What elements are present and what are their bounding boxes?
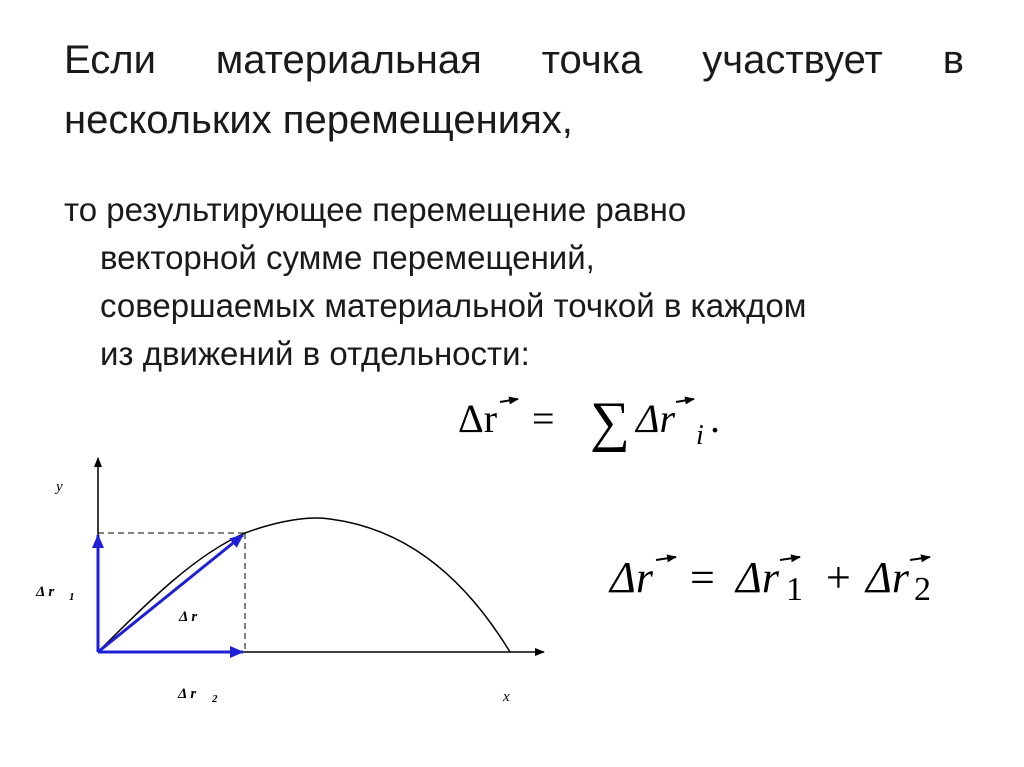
body-line-1: то результирующее перемещение равно xyxy=(64,191,687,228)
formula1-subscript: i xyxy=(696,420,704,451)
vector-arrow-icon xyxy=(656,557,676,560)
formula2-term1: Δr xyxy=(736,553,779,602)
formula-sum-of-displacements xyxy=(458,391,720,453)
dr1-subscript: 1 xyxy=(69,591,75,603)
dr-label: Δ r xyxy=(179,609,198,625)
dr2-label-group xyxy=(177,686,218,705)
heading-word: точка xyxy=(541,38,643,82)
vector-arrow-icon xyxy=(500,399,518,402)
heading-word: материальная xyxy=(215,38,482,82)
heading-word: в xyxy=(942,38,964,82)
formula2-term2: Δr xyxy=(866,553,909,602)
formula1-lhs: Δr xyxy=(458,396,498,441)
body-line-3: совершаемых материальной точкой в каждом xyxy=(100,287,807,324)
vector-arrow-icon xyxy=(780,557,800,560)
vector-arrow-icon xyxy=(676,399,694,402)
body-line-4: из движений в отдельности: xyxy=(100,335,530,372)
formula-vector-sum xyxy=(608,553,931,608)
formula2-plus: + xyxy=(826,553,851,602)
formula2-sub2: 2 xyxy=(914,571,931,608)
dr1-label-group xyxy=(35,584,75,603)
formula1-rhs: Δr xyxy=(636,396,676,441)
vector-dr xyxy=(98,535,243,652)
heading-word: участвует xyxy=(702,38,883,82)
formula2-equals: = xyxy=(690,553,715,602)
dr1-label: Δ r xyxy=(36,584,55,600)
formula1-dot: . xyxy=(710,396,720,441)
trajectory-curve xyxy=(98,518,510,652)
formula2-sub1: 1 xyxy=(786,571,803,608)
vector-arrow-icon xyxy=(910,557,930,560)
sum-symbol-icon: ∑ xyxy=(590,391,630,453)
formula2-lhs: Δr xyxy=(610,553,653,602)
trajectory-diagram xyxy=(35,458,544,705)
y-axis-label: y xyxy=(56,479,63,495)
dr-label-group xyxy=(178,609,197,625)
dr2-label: Δ r xyxy=(178,686,197,702)
body-line-2: векторной сумме перемещений, xyxy=(100,239,595,276)
heading-word: Если xyxy=(64,38,156,82)
formula1-equals: = xyxy=(532,396,555,441)
dr2-subscript: 2 xyxy=(212,693,218,705)
heading-line-2: нескольких перемещениях, xyxy=(64,98,573,142)
x-axis-label: x xyxy=(503,689,510,705)
